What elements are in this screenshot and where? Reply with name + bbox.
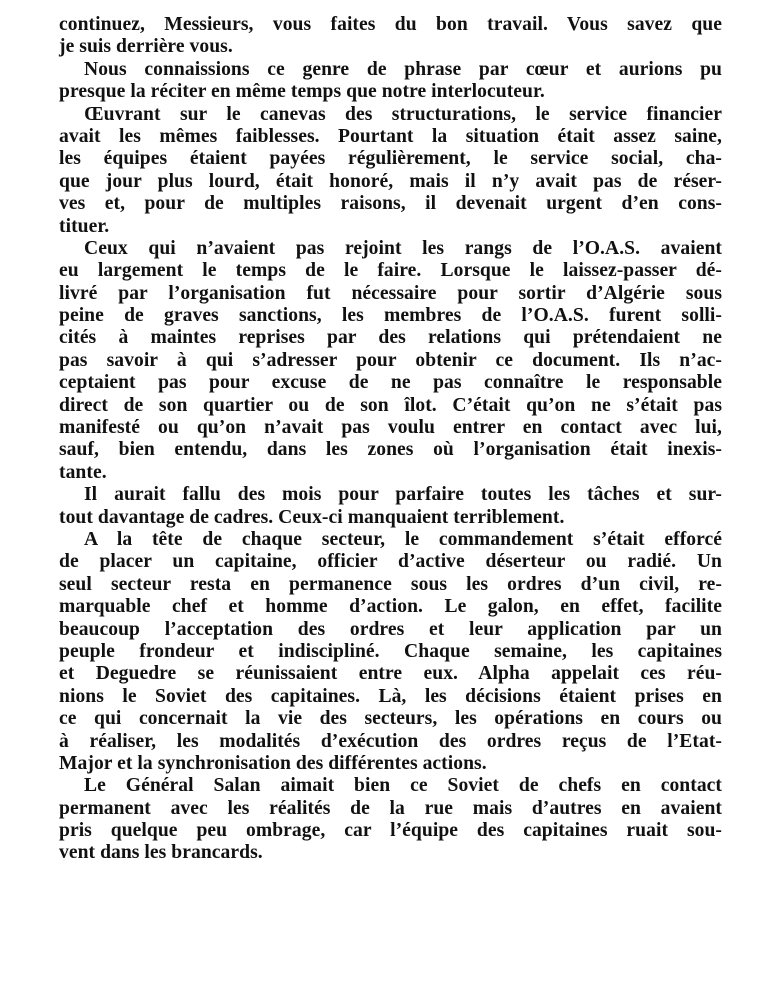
paragraph-first-line: Œuvrant sur le canevas des structurations, le service financier xyxy=(84,103,722,125)
text-line: sauf, bien entendu, dans les zones où l’organisation était inexis- xyxy=(59,439,722,461)
text-line: livré par l’organisation fut nécessaire pour sortir d’Algérie sous xyxy=(59,282,722,304)
text-line: Major et la synchronisation des différentes actions. xyxy=(59,752,487,774)
text-line: que jour plus lourd, était honoré, mais il n’y avait pas de réser- xyxy=(59,170,722,192)
text-line: marquable chef et homme d’action. Le galon, en effet, facilite xyxy=(59,596,722,618)
text-line: ce qui concernait la vie des secteurs, les opérations en cours ou xyxy=(59,708,722,730)
text-line: eu largement le temps de le faire. Lorsque le laissez-passer dé- xyxy=(59,260,722,282)
text-line: à réaliser, les modalités d’exécution des ordres reçus de l’Etat- xyxy=(59,730,722,752)
text-line: ceptaient pas pour excuse de ne pas connaître le responsable xyxy=(59,372,722,394)
text-line: continuez, Messieurs, vous faites du bon travail. Vous savez que xyxy=(59,14,722,35)
text-line: beaucoup l’acceptation des ordres et leur application par un xyxy=(59,618,722,640)
paragraph-first-line: Nous connaissions ce genre de phrase par cœur et aurions pu xyxy=(84,58,722,80)
page-body-text xyxy=(59,14,722,865)
text-line: je suis derrière vous. xyxy=(59,36,233,58)
text-line: pas savoir à qui s’adresser pour obtenir ce document. Ils n’ac- xyxy=(59,349,722,371)
paragraph-first-line: Le Général Salan aimait bien ce Soviet de chefs en contact xyxy=(84,775,722,797)
text-line: presque la réciter en même temps que notre interlocuteur. xyxy=(59,81,545,103)
text-line: peine de graves sanctions, les membres de l’O.A.S. furent solli- xyxy=(59,305,722,327)
text-line: et Deguedre se réunissaient entre eux. Alpha appelait ces réu- xyxy=(59,663,722,685)
paragraph-first-line: Ceux qui n’avaient pas rejoint les rangs de l’O.A.S. avaient xyxy=(84,237,722,259)
text-line: manifesté ou qu’on n’avait pas voulu entrer en contact avec lui, xyxy=(59,417,722,439)
text-line: nions le Soviet des capitaines. Là, les décisions étaient prises en xyxy=(59,685,722,707)
text-line: direct de son quartier ou de son îlot. C’était qu’on ne s’était pas xyxy=(59,394,722,416)
text-line: tante. xyxy=(59,461,107,483)
text-line: de placer un capitaine, officier d’active déserteur ou radié. Un xyxy=(59,551,722,573)
paragraph-first-line: Il aurait fallu des mois pour parfaire toutes les tâches et sur- xyxy=(84,484,722,506)
paragraph-first-line: A la tête de chaque secteur, le commandement s’était efforcé xyxy=(84,528,722,550)
text-line: avait les mêmes faiblesses. Pourtant la situation était assez saine, xyxy=(59,125,722,147)
text-line: les équipes étaient payées régulièrement, le service social, cha- xyxy=(59,148,722,170)
text-line: pris quelque peu ombrage, car l’équipe des capitaines ruait sou- xyxy=(59,820,722,842)
text-line: seul secteur resta en permanence sous les ordres d’un civil, re- xyxy=(59,573,722,595)
text-line: tituer. xyxy=(59,215,110,237)
text-line: cités à maintes reprises par des relations qui prétendaient ne xyxy=(59,327,722,349)
text-line: tout davantage de cadres. Ceux-ci manquaient terriblement. xyxy=(59,506,565,528)
text-line: vent dans les brancards. xyxy=(59,842,263,864)
text-line: peuple frondeur et indiscipliné. Chaque semaine, les capitaines xyxy=(59,640,722,662)
text-line: ves et, pour de multiples raisons, il devenait urgent d’en cons- xyxy=(59,193,722,215)
text-line: permanent avec les réalités de la rue mais d’autres en avaient xyxy=(59,797,722,819)
